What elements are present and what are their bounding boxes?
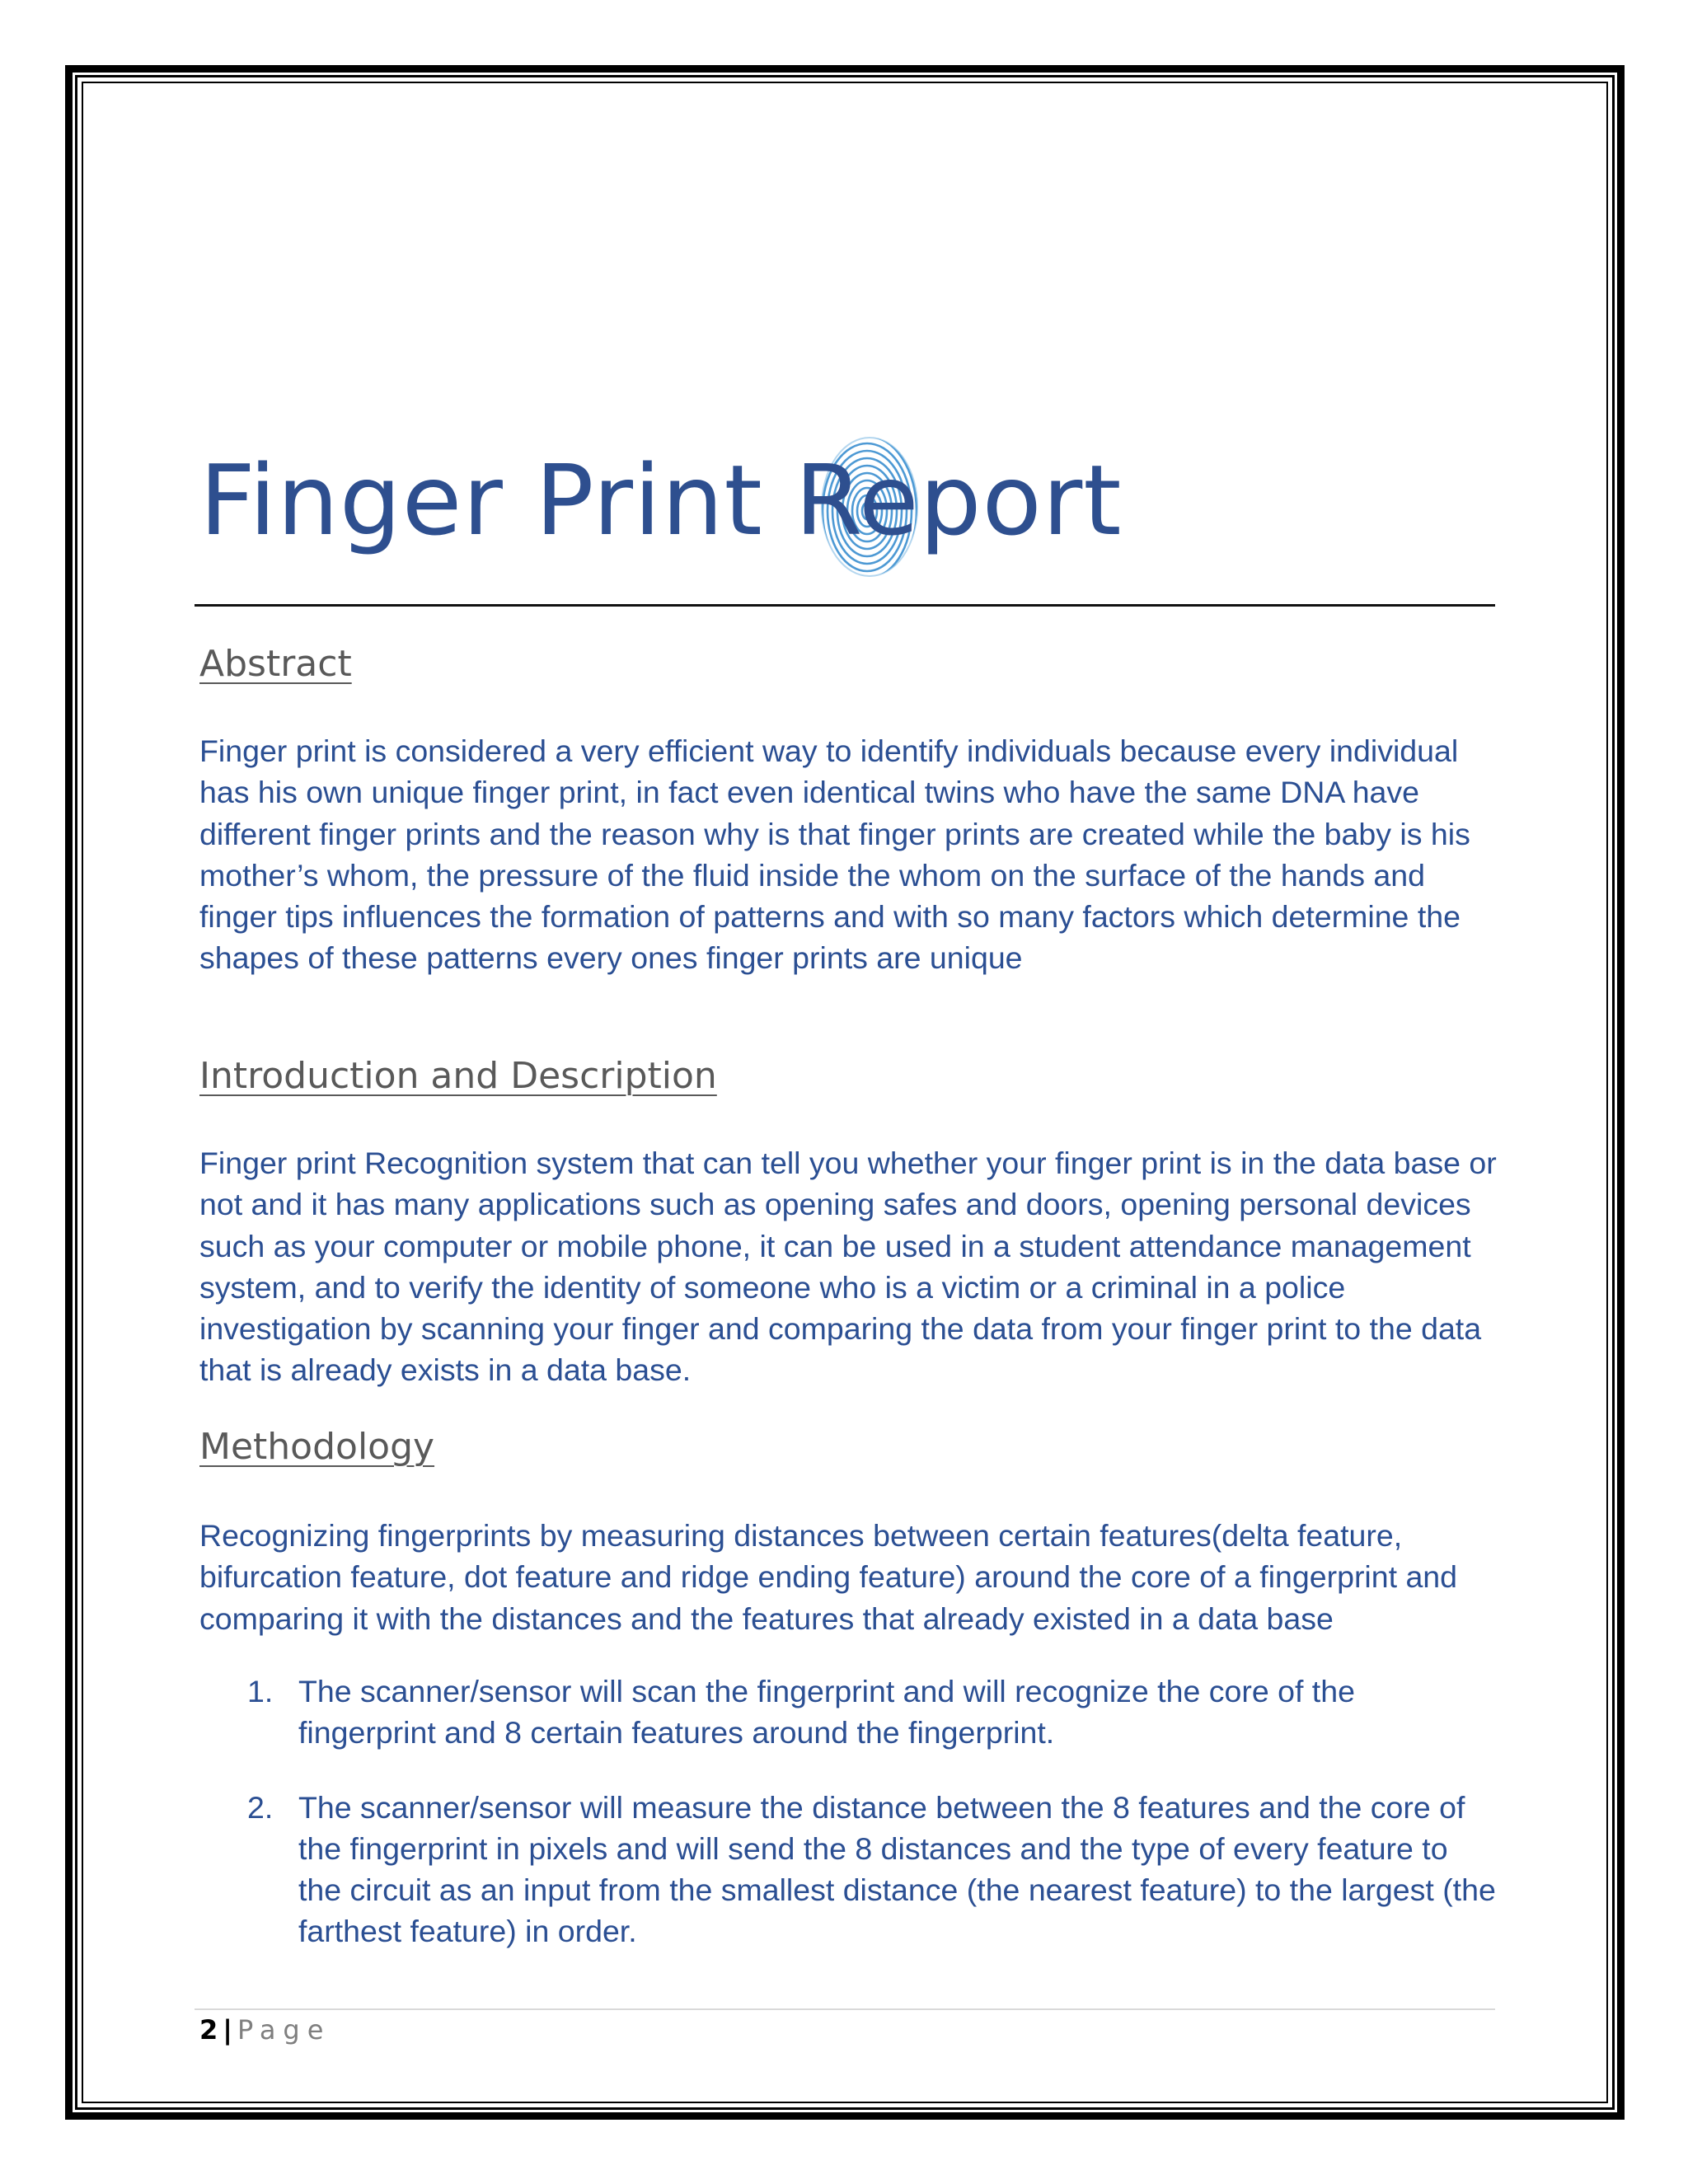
page-label: Page — [237, 2014, 331, 2046]
list-item — [199, 1787, 1498, 1952]
step-text: The scanner/sensor will scan the fingerprint and will recognize the core of the fingerprint and 8 certain features around the fingerprint. — [298, 1674, 1355, 1750]
methodology-steps-list — [199, 1671, 1498, 1985]
abstract-paragraph: Finger print is considered a very efficient way to identify individuals because every individual has his own unique finger print, in fact even identical twins who have the same DNA have different finger prints and the reason why is that finger prints are created while the baby is his mother’s whom, the pressure of the fluid inside the whom on the surface of the hands and finger tips influences the formation of patterns and with so many factors which determine the shapes of these patterns every ones finger prints are unique — [199, 733, 1470, 976]
methodology-paragraph: Recognizing fingerprints by measuring distances between certain features(delta feature, bifurcation feature, dot feature and ridge ending feature) around the core of a fingerprint and comparing it with the distances and the features that already existed in a data base — [199, 1518, 1458, 1636]
footer-separator: | — [223, 2014, 232, 2046]
page-number: 2 — [199, 2014, 218, 2046]
introduction-paragraph: Finger print Recognition system that can tell you whether your finger print is in the data base or not and it has many applications such as opening safes and doors, opening personal devices such as your computer or mobile phone, it can be used in a student attendance management system, and to verify the identity of someone who is a victim or a criminal in a police investigation by scanning your finger and comparing the data from your finger print to the data that is already exists in a data base. — [199, 1146, 1497, 1388]
title-divider — [195, 604, 1495, 607]
page-title: Finger Print Report — [199, 443, 1123, 557]
step-number: 2. — [247, 1789, 274, 1825]
footer-divider — [195, 2008, 1495, 2010]
list-item — [199, 1671, 1498, 1754]
page-footer — [199, 2014, 331, 2046]
step-number: 1. — [247, 1674, 274, 1708]
abstract-heading: Abstract — [199, 643, 352, 685]
introduction-heading: Introduction and Description — [199, 1055, 717, 1097]
methodology-heading: Methodology — [199, 1426, 435, 1468]
step-text: The scanner/sensor will measure the distance between the 8 features and the core of the fingerprint in pixels and will send the 8 distances and the type of every feature to the circuit as an input from the smallest distance (the nearest feature) to the largest (the farthest feature) in order. — [298, 1789, 1496, 1949]
